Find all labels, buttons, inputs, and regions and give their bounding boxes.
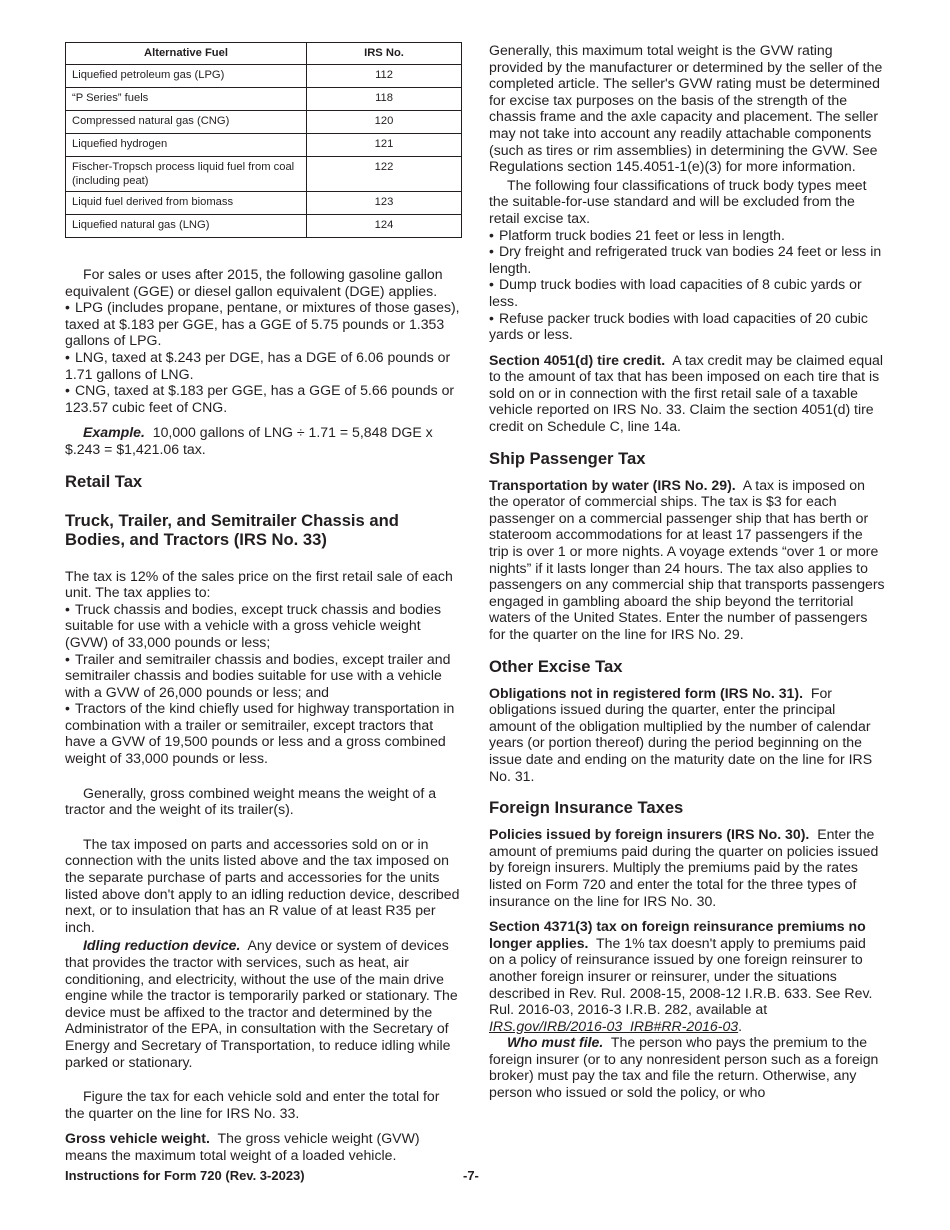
- who-must-file-paragraph: [489, 1034, 885, 1100]
- irs-number: 120: [307, 111, 462, 134]
- policies-label: Policies issued by foreign insurers (IRS No. 30).: [489, 826, 810, 843]
- classification-bullet: • Dump truck bodies with load capacities of 8 cubic yards or less.: [489, 276, 885, 309]
- left-column: [65, 42, 462, 1164]
- idling-label: Idling reduction device.: [83, 937, 241, 954]
- tire-credit-text: A tax credit may be claimed equal to the amount of tax that has been imposed on each tire that is sold on or in connection with the first retail sale of a taxable vehicle reported on IRS No. 33. Claim the section 4051(d) tire credit on Schedule C, line 14a.: [489, 351, 884, 435]
- table-header-row: [66, 43, 462, 65]
- policies-paragraph: [489, 826, 885, 909]
- gross-combined-weight-paragraph: Generally, gross combined weight means the weight of a tractor and the weight of its trailer(s).: [65, 784, 437, 818]
- irs-number: 112: [307, 65, 462, 88]
- example-paragraph: [65, 424, 462, 457]
- table-row: [66, 65, 462, 88]
- irs-number: 124: [307, 215, 462, 238]
- tire-credit-paragraph: [489, 352, 885, 435]
- column-header-fuel: Alternative Fuel: [66, 43, 307, 65]
- table-row: [66, 192, 462, 215]
- example-label: Example.: [83, 424, 145, 441]
- gge-intro: For sales or uses after 2015, the following gasoline gallon equivalent (GGE) or diesel gallon equivalent (DGE) applies.: [65, 266, 443, 299]
- idling-text: Any device or system of devices that provides the tractor with services, such as heat, air conditioning, and electricity, without the use of the main drive engine while the tractor is temporarily parked or stationary. The device must be affixed to the tractor and determined by the Administrator of the EPA, in consultation with the Secretary of Energy and Secretary of Transportation, to reduce idling while parked or stationary.: [65, 937, 458, 1070]
- gvw-continued-paragraph: Generally, this maximum total weight is the GVW rating provided by the manufacturer or determined by the seller of the completed article. The seller's GVW rating must be determined for excise tax purposes on the basis of the strength of the chassis frame and the axle capacity and placement. The seller may not take into account any readily attachable components (such as tires or rim assemblies) in determining the GVW. See Regulations section 145.4051-1(e)(3) for more information.: [489, 42, 883, 175]
- obligations-text: For obligations issued during the quarter, enter the principal amount of the obligation multiplied by the number of calendar years (or portion thereof) during the period beginning on the issue date and ending on the maturity date on the line for IRS No. 31.: [489, 684, 873, 784]
- table-row: [66, 111, 462, 134]
- fuel-name: Liquefied petroleum gas (LPG): [66, 65, 307, 88]
- table-row: [66, 88, 462, 111]
- parts-accessories-paragraph: The tax imposed on parts and accessories sold on or in connection with the units listed above and the tax imposed on the separate purchase of parts and accessories for the units listed above don't apply to an idling reduction device, described next, or to insulation that has an R value of at least R35 per inch.: [65, 835, 460, 935]
- fuel-name: Fischer-Tropsch process liquid fuel from coal (including peat): [66, 157, 307, 192]
- footer-title: Instructions for Form 720 (Rev. 3-2023): [65, 1168, 305, 1183]
- truck-heading: Truck, Trailer, and Semitrailer Chassis and Bodies, and Tractors (IRS No. 33): [65, 510, 399, 549]
- right-column: [489, 42, 885, 1101]
- irs-number: 121: [307, 134, 462, 157]
- table-row: [66, 134, 462, 157]
- gvw-label: Gross vehicle weight.: [65, 1130, 210, 1147]
- classification-bullet: • Platform truck bodies 21 feet or less in length.: [489, 227, 885, 244]
- fuel-name: “P Series” fuels: [66, 88, 307, 111]
- page-footer: [65, 1168, 885, 1183]
- irs-number: 123: [307, 192, 462, 215]
- reinsurance-text: The 1% tax doesn't apply to premiums paid on a policy of reinsurance issued by one foreign reinsurer to another foreign insurer or reinsurer, under the situations described in Rev. Rul. 2008-15, 2008-12 I.R.B. 633. See Rev. Rul. 2016-03, 2016-3 I.R.B. 282, available at: [489, 934, 873, 1018]
- classification-bullet: • Refuse packer truck bodies with load capacities of 20 cubic yards or less.: [489, 310, 885, 343]
- fuel-name: Compressed natural gas (CNG): [66, 111, 307, 134]
- tax-bullet: • Truck chassis and bodies, except truck chassis and bodies suitable for use with a vehicle with a gross vehicle weight (GVW) of 33,000 pounds or less;: [65, 601, 462, 651]
- table-row: [66, 157, 462, 192]
- four-classifications-paragraph: The following four classifications of truck body types meet the suitable-for-use standard and will be excluded from the retail excise tax.: [489, 176, 867, 226]
- alternative-fuel-table: [65, 42, 462, 238]
- tax-bullet: • Tractors of the kind chiefly used for highway transportation in combination with a trailer or semitrailer, except tractors that have a GVW of 19,500 pounds or less and a gross combined weight of 33,000 pounds or less.: [65, 700, 462, 766]
- obligations-paragraph: [489, 685, 885, 785]
- reinsurance-paragraph: [489, 918, 885, 1034]
- fuel-name: Liquid fuel derived from biomass: [66, 192, 307, 215]
- policies-text: Enter the amount of premiums paid during the quarter on policies issued by foreign insurers. Multiply the premiums paid by the rates listed on Form 720 and enter the total for the three types of insurance on the line for IRS No. 30.: [489, 826, 879, 909]
- other-excise-heading: Other Excise Tax: [489, 656, 623, 676]
- gge-bullet: • LPG (includes propane, pentane, or mixtures of those gases), taxed at $.183 per GGE, has a GGE of 5.75 pounds or 1.353 gallons of LPG.: [65, 299, 462, 349]
- tire-credit-label: Section 4051(d) tire credit.: [489, 351, 666, 368]
- classification-bullet: • Dry freight and refrigerated truck van bodies 24 feet or less in length.: [489, 243, 885, 276]
- reinsurance-label: Section 4371(3) tax on foreign reinsurance premiums no longer applies.: [489, 918, 866, 951]
- gge-bullet: • LNG, taxed at $.243 per DGE, has a DGE of 6.06 pounds or 1.71 gallons of LNG.: [65, 349, 462, 382]
- idling-paragraph: [65, 937, 462, 1070]
- obligations-label: Obligations not in registered form (IRS No. 31).: [489, 684, 804, 701]
- ship-passenger-heading: Ship Passenger Tax: [489, 448, 646, 468]
- irb-link[interactable]: IRS.gov/IRB/2016-03_IRB#RR-2016-03: [489, 1017, 739, 1034]
- irs-number: 122: [307, 157, 462, 192]
- who-must-file-label: Who must file.: [507, 1034, 604, 1051]
- ship-paragraph: [489, 477, 885, 643]
- page-number: -7-: [463, 1168, 479, 1183]
- gvw-paragraph: [65, 1130, 462, 1163]
- ship-text: A tax is imposed on the operator of commercial ships. The tax is $3 for each passenger on a commercial passenger ship that has berth or stateroom accommodations for at least 17 passengers if the trip is over 1 or more nights. A voyage extends “over 1 or more nights” if it lasts longer than 24 hours. The tax also applies to passengers on any commercial ship that transports passengers engaged in gambling aboard the ship beyond the territorial waters of the United States. Enter the number of passengers for the quarter on the line for IRS No. 29.: [489, 476, 885, 642]
- ship-label: Transportation by water (IRS No. 29).: [489, 476, 736, 493]
- irs-number: 118: [307, 88, 462, 111]
- table-row: [66, 215, 462, 238]
- tax-intro: The tax is 12% of the sales price on the first retail sale of each unit. The tax applies to:: [65, 567, 453, 601]
- column-header-irs-no: IRS No.: [307, 43, 462, 65]
- tax-bullet: • Trailer and semitrailer chassis and bodies, except trailer and semitrailer chassis and bodies suitable for use with a vehicle with a GVW of 26,000 pounds or less; and: [65, 651, 462, 701]
- foreign-insurance-heading: Foreign Insurance Taxes: [489, 798, 684, 818]
- fuel-name: Liquefied natural gas (LNG): [66, 215, 307, 238]
- figure-tax-paragraph: Figure the tax for each vehicle sold and enter the total for the quarter on the line for IRS No. 33.: [65, 1088, 440, 1121]
- example-text: 10,000 gallons of LNG ÷ 1.71 = 5,848 DGE x $.243 = $1,421.06 tax.: [65, 424, 433, 457]
- gge-bullet: • CNG, taxed at $.183 per GGE, has a GGE of 5.66 pounds or 123.57 cubic feet of CNG.: [65, 382, 462, 415]
- retail-tax-heading: Retail Tax: [65, 471, 143, 491]
- who-must-file-text: The person who pays the premium to the foreign insurer (or to any nonresident person such as a foreign broker) must pay the tax and file the return. Otherwise, any person who issued or sold the policy, or who: [489, 1034, 879, 1101]
- gvw-text: The gross vehicle weight (GVW) means the maximum total weight of a loaded vehicle.: [65, 1130, 420, 1163]
- reinsurance-period: .: [738, 1017, 743, 1034]
- fuel-name: Liquefied hydrogen: [66, 134, 307, 157]
